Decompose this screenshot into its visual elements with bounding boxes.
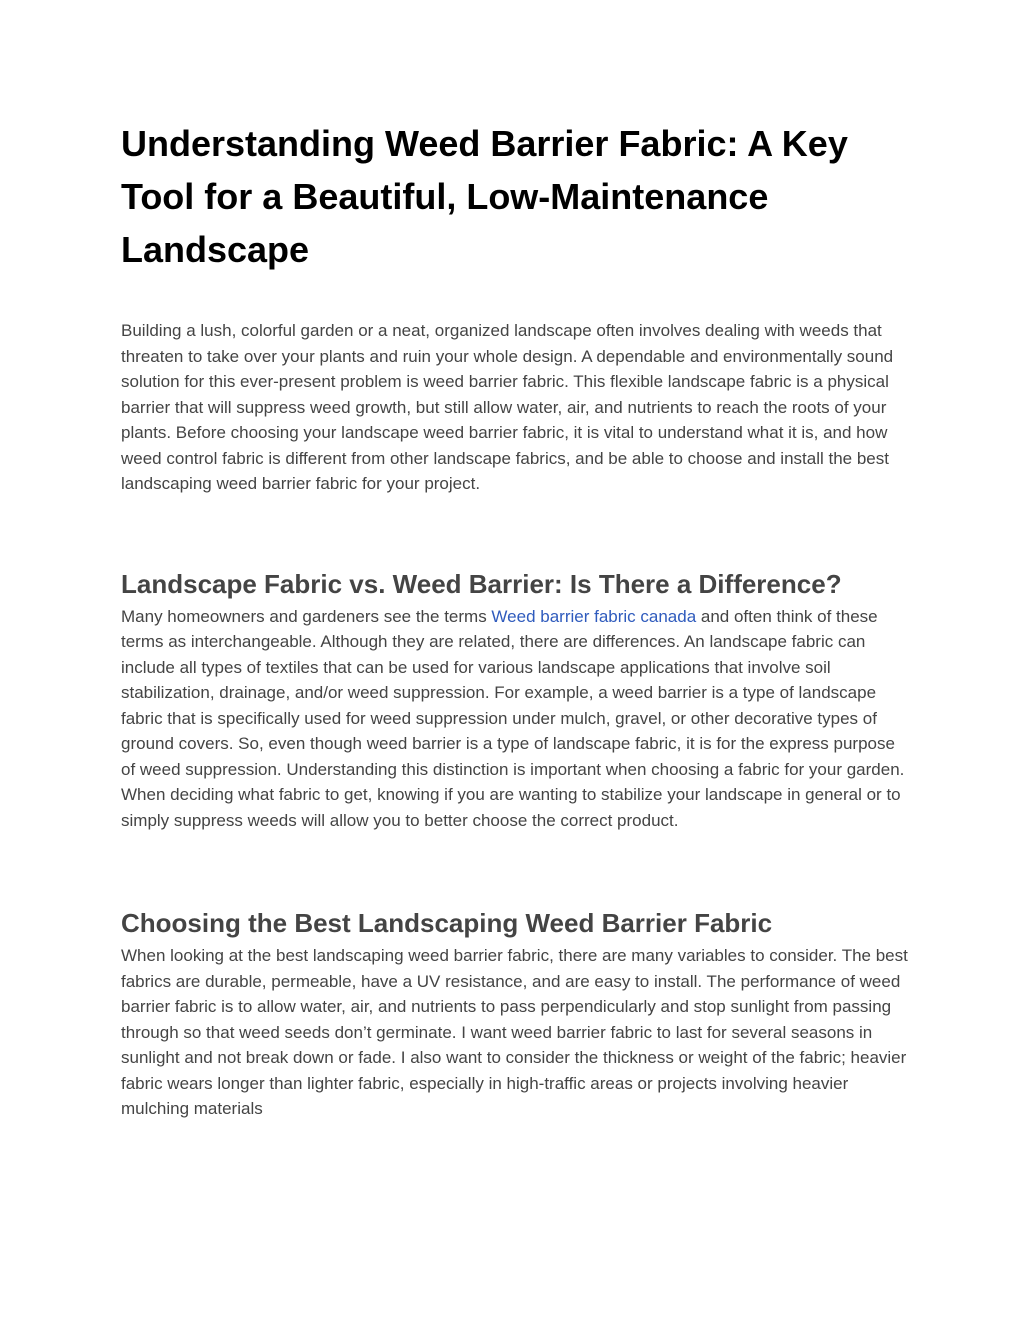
intro-paragraph: Building a lush, colorful garden or a neat, organized landscape often involves dealing with weeds that threaten to take over your plants and ruin your whole design. A dependable and environmentally sound solution for this ever-present problem is weed barrier fabric. This flexible landscape fabric is a physical barrier that will suppress weed growth, but still allow water, air, and nutrients to reach the roots of your plants. Before choosing your landscape weed barrier fabric, it is vital to understand what it is, and how weed control fabric is different from other landscape fabrics, and be able to choose and install the best landscaping weed barrier fabric for your project. [121, 321, 894, 493]
paragraph-text-before-link: Many homeowners and gardeners see the terms [121, 606, 492, 626]
weed-barrier-fabric-canada-link[interactable]: Weed barrier fabric canada [491, 606, 697, 626]
document-page [121, 117, 911, 1122]
document-title: Understanding Weed Barrier Fabric: A Key Tool for a Beautiful, Low-Maintenance Landscape [121, 123, 848, 270]
section-heading-choosing: Choosing the Best Landscaping Weed Barrier Fabric [121, 908, 773, 938]
section-paragraph-difference [121, 604, 911, 834]
section-paragraph-choosing: When looking at the best landscaping weed barrier fabric, there are many variables to consider. The best fabrics are durable, permeable, have a UV resistance, and are easy to install. The performance of weed barrier fabric is to allow water, air, and nutrients to pass perpendicularly and stop sunlight from passing through so that weed seeds don’t germinate. I want weed barrier fabric to last for several seasons in sunlight and not break down or fade. I also want to consider the thickness or weight of the fabric; heavier fabric wears longer than lighter fabric, especially in high-traffic areas or projects involving heavier mulching materials [121, 946, 908, 1118]
paragraph-text-after-link: and often think of these terms as interchangeable. Although they are related, there are differences. An landscape fabric can include all types of textiles that can be used for various landscape applications that involve soil stabilization, drainage, and/or weed suppression. For example, a weed barrier is a type of landscape fabric that is specifically used for weed suppression under mulch, gravel, or other decorative types of ground covers. So, even though weed barrier is a type of landscape fabric, it is for the express purpose of weed suppression. Understanding this distinction is important when choosing a fabric for your garden. When deciding what fabric to get, knowing if you are wanting to stabilize your landscape in general or to simply suppress weeds will allow you to better choose the correct product. [121, 606, 905, 830]
section-heading-difference: Landscape Fabric vs. Weed Barrier: Is There a Difference? [121, 568, 842, 599]
